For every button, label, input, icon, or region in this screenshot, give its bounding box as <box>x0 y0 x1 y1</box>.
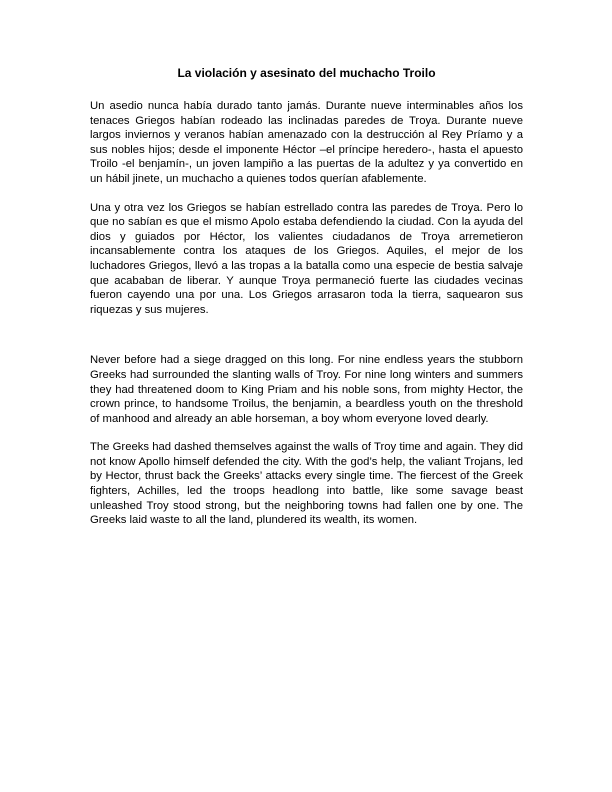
document-page <box>90 66 523 542</box>
spanish-paragraph-2: Una y otra vez los Griegos se habían estrellado contra las paredes de Troya. Pero lo que no sabían es que el mismo Apolo estaba defendiendo la ciudad. Con la ayuda del dios y guiados por Héctor, los valientes ciudadanos de Troya arremetieron incansablemente contra los ataques de los Griegos. Aquiles, el mejor de los luchadores Griegos, llevó a las tropas a la batalla como una especie de bestia salvaje que acababan de liberar. Y aunque Troya permaneció fuerte las ciudades vecinas fueron cayendo una por una. Los Griegos arrasaron toda la tierra, saquearon sus riquezas y sus mujeres. <box>90 201 523 316</box>
document-title: La violación y asesinato del muchacho Troilo <box>177 66 436 80</box>
section-spacer <box>90 331 523 353</box>
english-paragraph-2: The Greeks had dashed themselves against the walls of Troy time and again. They did not know Apollo himself defended the city. With the god’s help, the valiant Trojans, led by Hector, thrust back the Greeks’ attacks every single time. The fiercest of the Greek fighters, Achilles, led the troops headlong into battle, like some savage beast unleashed Troy stood strong, but the neighboring towns had fallen one by one. The Greeks laid waste to all the land, plundered its wealth, its women. <box>90 441 523 527</box>
spanish-paragraph-1: Un asedio nunca había durado tanto jamás. Durante nueve interminables años los tenaces Griegos habían rodeado las inclinadas paredes de Troya. Durante nueve largos inviernos y veranos habían amenazado con la destrucción al Rey Príamo y a sus nobles hijos; desde el imponente Héctor –el príncipe heredero-, hasta el apuesto Troilo -el benjamín-, un joven lampiño a las puertas de la adultez y ya convertido en un hábil jinete, un muchacho a quienes todos querían afablemente. <box>90 100 523 185</box>
english-paragraph-1: Never before had a siege dragged on this long. For nine endless years the stubborn Greeks had surrounded the slanting walls of Troy. For nine long winters and summers they had threatened doom to King Priam and his noble sons, from mighty Hector, the crown prince, to handsome Troilus, the benjamin, a beardless youth on the threshold of manhood and already an able horseman, a boy whom everyone loved dearly. <box>90 354 523 425</box>
